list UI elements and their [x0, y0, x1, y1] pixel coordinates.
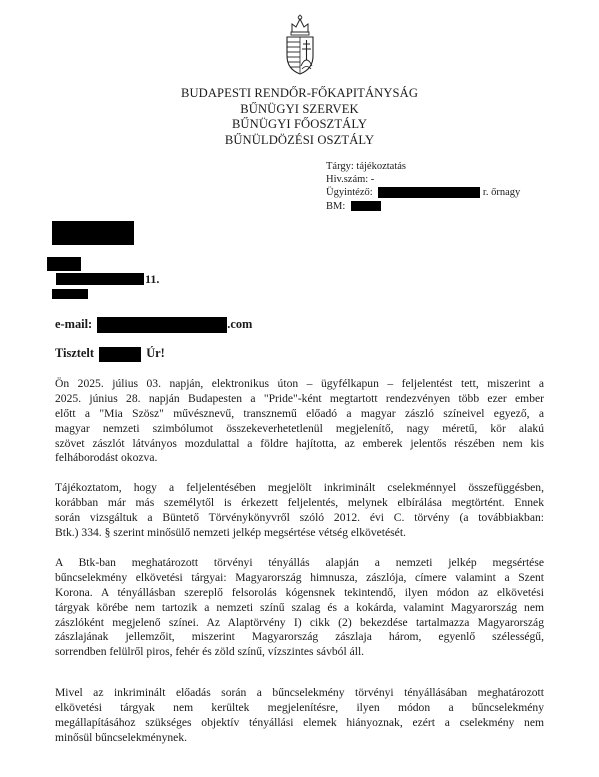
- text-line: megállapításához szükséges objektív tényállási elemek hiányoznak, ezért a cselekmény nem: [55, 715, 544, 729]
- reference-block: [326, 160, 520, 213]
- paragraph-1: [55, 377, 544, 466]
- text-line: felháborodást okozva.: [55, 451, 158, 465]
- text-line: korábban már más személytől is érkezett feljelentés, melynek elbírálása megtörtént. Ennek: [55, 495, 544, 509]
- header-line: BŰNÜGYI SZERVEK: [240, 101, 359, 116]
- header-line: BŰNÜLDÖZÉSI OSZTÁLY: [224, 132, 375, 147]
- addressee-house-number: 11.: [145, 272, 160, 286]
- text-line: elkövetési tárgyak nem kerültek megjelenítésre, ilyen módon a bűncselekmény: [55, 700, 544, 714]
- authority-header: [0, 86, 599, 148]
- addressee-name-redaction: [52, 221, 134, 245]
- text-line: bűncselekmény elkövetési tárgyai: Magyarország himnusza, zászlója, címere valamint a Szent: [55, 570, 544, 584]
- text-line: előtt a "Mia Szösz" művésznevű, transznemű előadó a magyar zászló színeivel egyező, a: [55, 406, 544, 420]
- text-line: Mivel az inkriminált előadás során a bűncselekmény törvényi tényállásában meghatározott: [55, 686, 544, 699]
- text-line: Ön 2025. július 03. napján, elektronikus úton – ügyfélkapun – feljelentést tett, miszerint a: [55, 377, 544, 390]
- subject-line: Tárgy: tájékoztatás: [326, 161, 406, 172]
- text-line: sorrendben felülről piros, fehér és zöld színű, vízszintes sávból áll.: [55, 645, 365, 659]
- email-redaction: [97, 317, 227, 333]
- handler-label: Ügyintéző:: [326, 187, 373, 199]
- text-line: A Btk-ban meghatározott törvényi tényállás alapján a nemzeti jelkép megsértése: [55, 556, 544, 569]
- salutation-prefix: Tisztelt: [55, 346, 94, 360]
- text-line: zászlajának jellemzőit, miszerint Magyarország zászlaja három, egyenlő szélességű,: [55, 630, 544, 644]
- paragraph-2: [55, 481, 544, 541]
- addressee-line3-redaction: [52, 289, 88, 299]
- text-line: szövet zászlót látványos mozdulattal a földre hajította, az emberek jelentős részében nem kis: [55, 436, 544, 450]
- text-line: magyar nemzeti szimbólumot összekeverhetetlenül megjelenítő, nagy méretű, kör alakú: [55, 421, 544, 435]
- ref-number-line: Hiv.szám: -: [326, 174, 375, 186]
- salutation-name-redaction: [99, 347, 141, 362]
- header-line: BŰNÜGYI FŐOSZTÁLY: [231, 117, 368, 131]
- addressee-line2-redaction: [56, 273, 144, 285]
- text-line: tárgyak körébe nem tartozik a nemzeti színű szalag és a kokárda, valamint Magyarország nem: [55, 600, 544, 614]
- coat-of-arms-icon: [281, 14, 319, 76]
- paragraph-4: [55, 686, 544, 746]
- text-line: zászlóként megjelenő színei. Az Alaptörvény I) cikk (2) bekezdése tartalmazza Magyarország: [55, 615, 544, 629]
- email-line: [55, 317, 252, 333]
- text-line: 2025. június 28. napján Budapesten a "Pride"-ként megtartott rendezvényen több ezer ember: [55, 391, 544, 405]
- bm-redaction: [351, 201, 381, 211]
- text-line: minősül bűncselekménynek.: [55, 730, 188, 744]
- salutation: [55, 346, 165, 362]
- salutation-suffix: Úr!: [146, 346, 165, 360]
- email-domain: .com: [227, 317, 253, 331]
- handler-name-redaction: [378, 187, 480, 198]
- handler-rank: r. őrnagy: [482, 187, 521, 199]
- text-line: Tájékoztatom, hogy a feljelentésében megjelölt inkriminált cselekménnyel összefüggésben,: [55, 481, 544, 494]
- paragraph-3: [55, 556, 544, 660]
- addressee-line1-redaction: [47, 257, 81, 271]
- bm-line: [326, 200, 520, 213]
- bm-label: BM:: [326, 200, 346, 212]
- handler-line: [326, 186, 520, 199]
- text-line: Btk.) 334. § szerint minősülő nemzeti jelkép megsértése vétség elkövetését.: [55, 525, 406, 539]
- email-label: e-mail:: [55, 317, 93, 331]
- text-line: során vizsgáltuk a Büntető Törvénykönyvről szóló 2012. évi C. törvény (a továbbiakban:: [55, 510, 544, 524]
- text-line: Korona. A tényállásban szereplő felsorolás kógensnek tekintendő, ilyen módon az elkövetési: [55, 585, 544, 599]
- header-line: BUDAPESTI RENDŐR-FŐKAPITÁNYSÁG: [180, 86, 419, 100]
